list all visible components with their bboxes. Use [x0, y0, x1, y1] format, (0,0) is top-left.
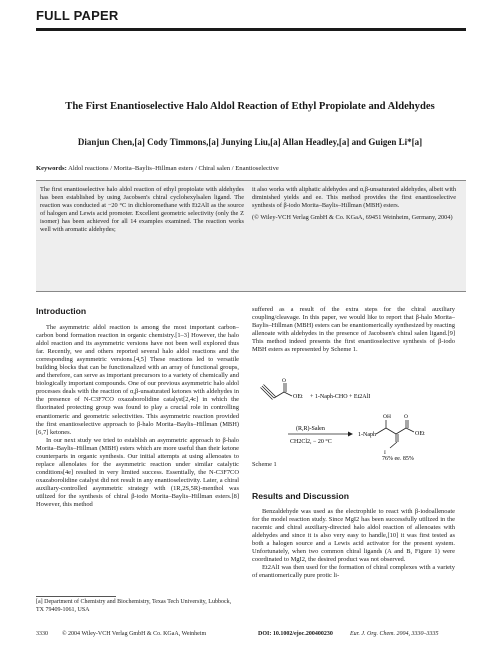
scheme-reactant-ester: OEt [293, 394, 303, 400]
author-list: Dianjun Chen,[a] Cody Timmons,[a] Junying Liu,[a] Allan Headley,[a] and Guigen Li*[a] [77, 137, 423, 147]
scheme-conditions: CH2Cl2, − 20 °C [290, 439, 332, 445]
scheme-product-group: 1-Naph [358, 432, 376, 438]
abstract-right-column [252, 186, 456, 222]
scheme-iodo-label: I [384, 450, 386, 456]
intro-paragraph-1: The asymmetric aldol reaction is among the most important carbon–carbon bond formation reaction in organic chemistry.[1–3] However, the halo aldol reaction and its asymmetric versions have not been well explored thus far. Recently, we and others reported several halo aldol reactions and the corresponding asymmetric versions.[4,5] These reactions led to versatile building blocks that can be functionalized with an array of functional groups, and therefore, can serve as important precursors to a variety of chemically and biologically important compounds. One of our previous asymmetric halo aldol processes deals with the reaction of α,β-unsaturated ketones with aldehydes in the presence of N-C3F7CO oxazaborolidine catalyst[2,4c] in which the fluorinated protecting group was found to play a crucial role in controlling enantiomeric and geometric selectivities. This asymmetric reaction provided the first enantioselective approach to β-halo Morita–Baylis–Hillman (MBH)[6,7] ketones. [36, 324, 239, 436]
results-paragraph-1: Benzaldehyde was used as the electrophile to react with β-iodoallenoate for the model reaction study. Since MgI2 has been successfully utilized in the racemic and chiral auxiliary-directed halo aldol reaction of allenoates with aldehydes and since it is also very easy to handle,[10] it was first tested as both a halogen source and a Lewis acid activator for the present system. Unfortunately, when two common chiral ligands (A and B, Figure 1) were coordinated to MgI2, the desired product was not observed. [252, 508, 455, 564]
intro-paragraph-3: suffered as a result of the extra steps for the chiral auxiliary coupling/cleavage. In this paper, we would like to report that β-halo Morita–Baylis–Hillman (MBH) esters can be enantiomerically synthesized by reacting allenoate with aldehydes in the presence of Jacobsen's chiral salen ligand.[9] This method indeed presents the first enantioselective synthesis of β-iodo MBH esters as represented by Scheme 1. [252, 306, 455, 354]
doi-text: DOI: 10.1002/ejoc.200400230 [258, 631, 333, 637]
footnote-rule [36, 596, 116, 597]
scheme-carbonyl-o: O [282, 378, 286, 384]
section-label: FULL PAPER [36, 8, 119, 23]
left-body-column [36, 324, 239, 509]
footer-doi [258, 631, 333, 637]
scheme-catalyst: (R,R)-Salen [296, 426, 325, 432]
paper-title: The First Enantioselective Halo Aldol Reaction of Ethyl Propiolate and Aldehydes [65, 101, 435, 112]
introduction-heading: Introduction [36, 306, 87, 316]
product-structure [358, 414, 425, 456]
scheme-caption: Scheme 1 [252, 461, 277, 468]
footer-copyright: © 2004 Wiley-VCH Verlag GmbH & Co. KGaA, Weinheim [62, 631, 207, 637]
abstract-text-left: The first enantioselective halo aldol reaction of ethyl propiolate with aldehydes has been established by using Jacobsen's chiral cyclohexylsalen ligand. The reaction was conducted at −20 °C in dichloromethane with Et2AlI as the source of halogen and Lewis acid promoter. Excellent geometric selectivity (only the Z isomer) has been achieved for all 14 examples examined. The reaction works well with aromatic aldehydes; [40, 186, 244, 234]
abstract-text-right: it also works with aliphatic aldehydes and α,β-unsaturated aldehydes, albeit with diminished yields and ee. This method provides the first enantioselective synthesis of β-iodo Morita–Baylis–Hillman (MBH) esters. [252, 186, 456, 210]
keywords-text: Aldol reactions / Morita–Baylis–Hillman esters / Chiral salen / Enantioselective [68, 165, 279, 172]
intro-paragraph-2: In our next study we tried to establish an asymmetric approach to β-halo Morita–Baylis–Hillman (MBH) esters which are more useful than their ketone counterparts in organic synthesis. Our initial attempts at using allenoates to replace allenolates for the asymmetric reaction under similar catalytic conditions[4e] resulted in very limited success. Essentially, the N-C3F7CO oxazaborolidine catalyst did not result in any enantioselectivity. Later, a chiral auxiliary-controlled asymmetric strategy with (1R,2S,5R)-menthol was utilized for the synthesis of chiral β-iodo Morita–Baylis–Hillman esters.[8] However, this method [36, 436, 239, 509]
results-column [252, 508, 455, 580]
abstract-copyright: (© Wiley-VCH Verlag GmbH & Co. KGaA, 69451 Weinheim, Germany, 2004) [252, 214, 453, 222]
results-paragraph-2: Et2AlI was then used for the formation of chiral complexes with a variety of enantiomerically pure protic li- [252, 564, 455, 580]
header-rule [36, 28, 466, 31]
keywords [36, 165, 466, 172]
footer-journal: Eur. J. Org. Chem. 2004, 3330–3335 [350, 631, 439, 637]
scheme-oh-label: OH [383, 414, 391, 420]
scheme-reagents: + 1-Naph-CHO + Et2AlI [310, 394, 371, 400]
affiliation-footnote: [a] Department of Chemistry and Biochemistry, Texas Tech University, Lubbock, TX 79409-1061, USA [36, 599, 232, 613]
scheme-arrow-head [348, 432, 353, 437]
scheme-1-figure [252, 378, 466, 460]
page-number: 3330 [36, 631, 48, 637]
abstract-left-column [40, 186, 244, 235]
right-intro-continuation [252, 306, 455, 354]
scheme-product-ester: OEt [415, 431, 425, 437]
results-heading: Results and Discussion [252, 491, 349, 501]
scheme-o-label: O [404, 414, 408, 420]
ethyl-propiolate-structure [261, 378, 293, 400]
keywords-label: Keywords: [36, 165, 67, 172]
scheme-result: 76% ee, 85% [382, 456, 414, 460]
